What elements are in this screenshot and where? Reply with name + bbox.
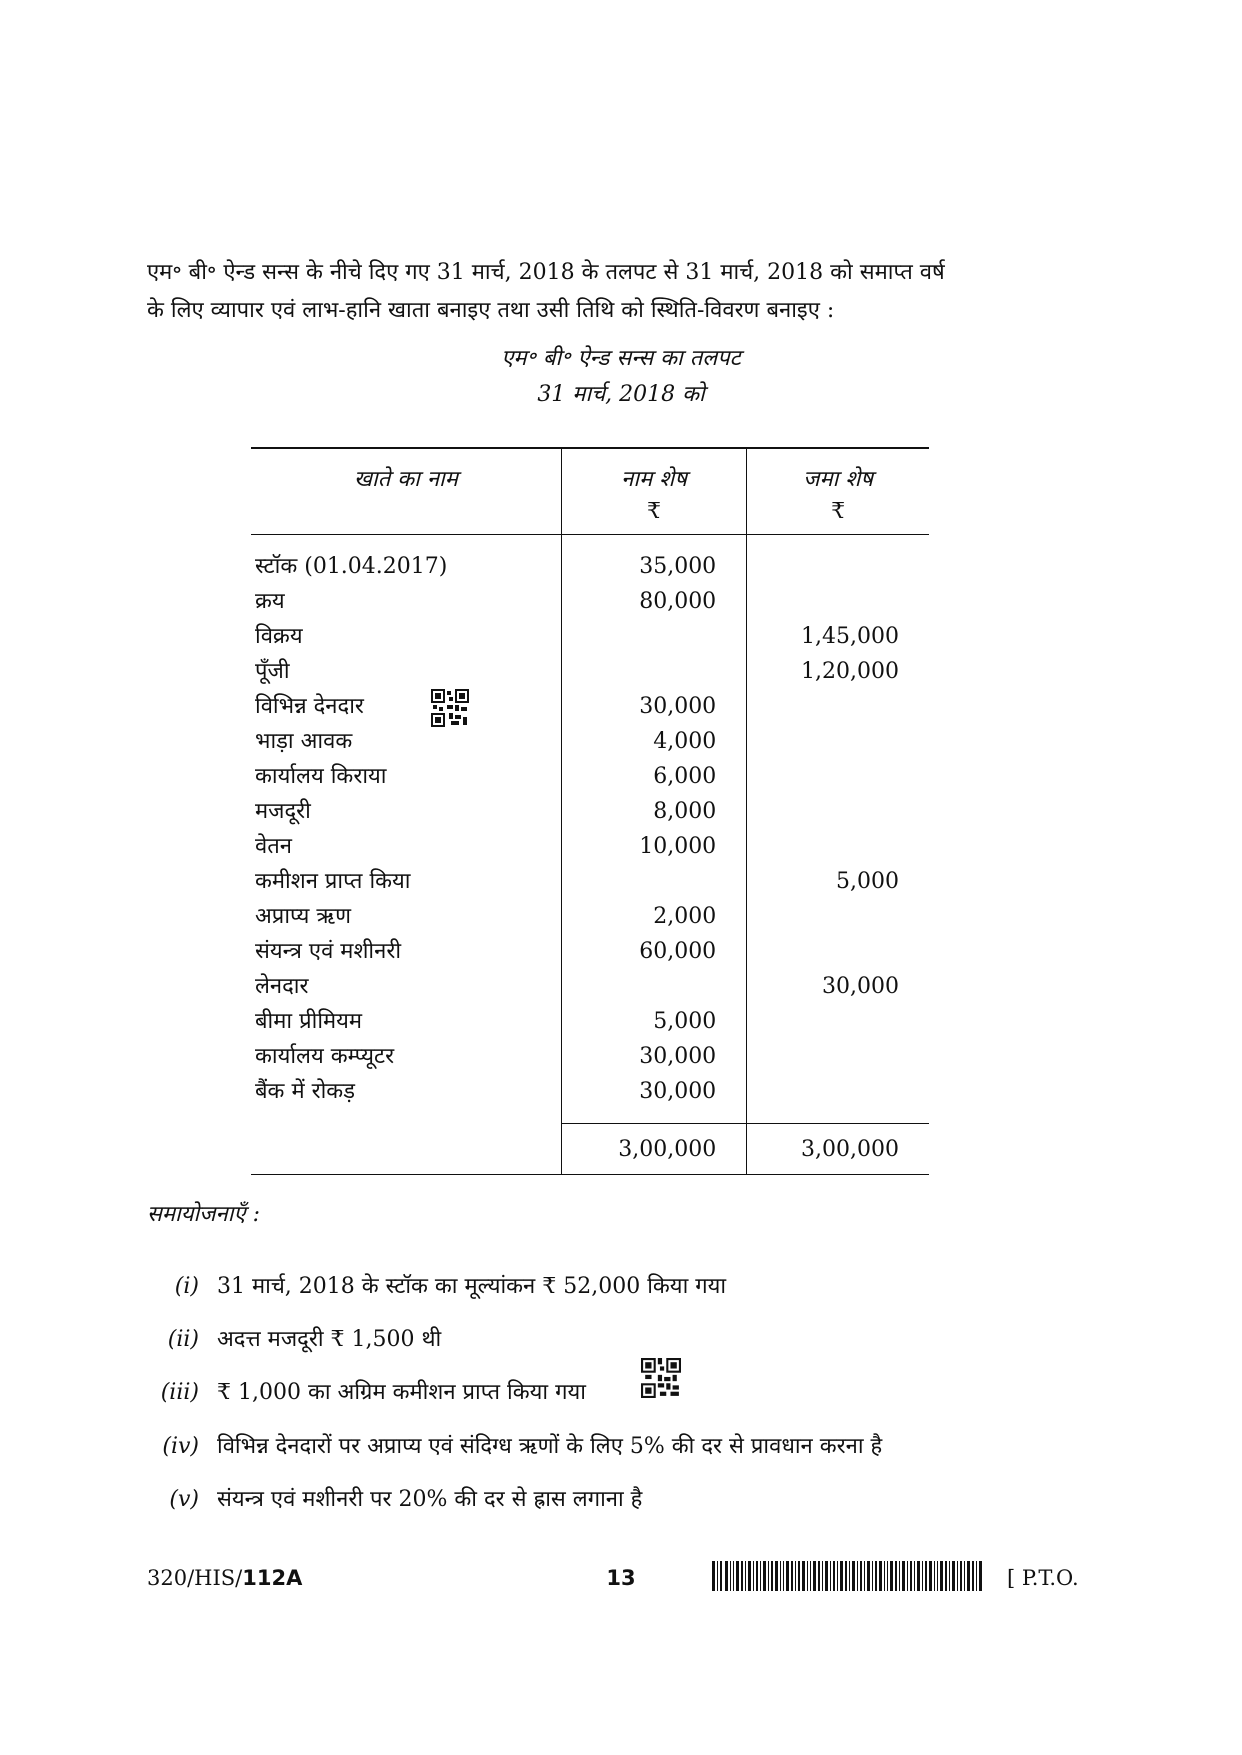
credit-value <box>747 829 929 864</box>
table-row <box>251 1074 929 1124</box>
total-credit: 3,00,000 <box>747 1124 929 1175</box>
rupee-symbol: ₹ <box>831 499 846 524</box>
adjustment-item <box>147 1323 441 1353</box>
account-name: स्टॉक (01.04.2017) <box>255 554 448 579</box>
adjustment-number: (ii) <box>167 1327 199 1352</box>
debit-value: 10,000 <box>561 829 746 864</box>
table-row <box>251 794 929 829</box>
account-name: पूँजी <box>255 659 290 684</box>
adjustment-number: (iii) <box>160 1380 199 1405</box>
question-line-2: के लिए व्यापार एवं लाभ-हानि खाता बनाइए तथा उसी तिथि को स्थिति-विवरण बनाइए : <box>147 298 835 323</box>
credit-value <box>747 899 929 934</box>
total-label-cell <box>251 1124 561 1175</box>
credit-value <box>747 1074 929 1124</box>
adjustment-text: 31 मार्च, 2018 के स्टॉक का मूल्यांकन ₹ 52,000 किया गया <box>217 1274 727 1299</box>
adjustment-text: ₹ 1,000 का अग्रिम कमीशन प्राप्त किया गया <box>217 1380 586 1405</box>
debit-value <box>561 969 746 1004</box>
account-name: कमीशन प्राप्त किया <box>255 869 411 894</box>
adjustment-item <box>147 1430 882 1460</box>
debit-value <box>561 619 746 654</box>
table-row <box>251 969 929 1004</box>
table-row <box>251 535 929 585</box>
qr-code-icon <box>641 1358 681 1398</box>
credit-value: 30,000 <box>822 974 899 999</box>
debit-value: 35,000 <box>561 535 746 585</box>
debit-value: 5,000 <box>561 1004 746 1039</box>
account-name: बीमा प्रीमियम <box>255 1009 363 1034</box>
adjustment-number: (i) <box>174 1274 199 1299</box>
debit-value: 8,000 <box>561 794 746 829</box>
account-name: विक्रय <box>255 624 303 649</box>
credit-value: 5,000 <box>836 869 899 894</box>
credit-value <box>747 535 929 585</box>
adjustment-text: विभिन्न देनदारों पर अप्राप्य एवं संदिग्ध ऋणों के लिए 5% की दर से प्रावधान करना है <box>217 1434 883 1459</box>
table-row <box>251 934 929 969</box>
debit-value: 30,000 <box>561 1039 746 1074</box>
credit-value <box>747 724 929 759</box>
question-line-1: एम॰ बी॰ ऐन्ड सन्स के नीचे दिए गए 31 मार्च, 2018 के तलपट से 31 मार्च, 2018 को समाप्त वर्ष <box>147 260 945 285</box>
table-row <box>251 689 929 724</box>
pto-label: [ P.T.O. <box>1007 1566 1079 1590</box>
adjustment-text: संयन्त्र एवं मशीनरी पर 20% की दर से ह्रास लगाना है <box>217 1487 643 1512</box>
debit-value <box>561 654 746 689</box>
account-name: संयन्त्र एवं मशीनरी <box>255 939 402 964</box>
header-account: खाते का नाम <box>354 467 458 492</box>
debit-value <box>561 864 746 899</box>
table-title-line-1: एम॰ बी॰ ऐन्ड सन्स का तलपट <box>501 346 741 371</box>
table-row <box>251 829 929 864</box>
debit-value: 4,000 <box>561 724 746 759</box>
adjustments-heading: समायोजनाएँ : <box>147 1202 260 1227</box>
credit-value <box>747 934 929 969</box>
table-title-line-2: 31 मार्च, 2018 को <box>537 382 705 407</box>
debit-value: 60,000 <box>561 934 746 969</box>
table-row <box>251 584 929 619</box>
question-text <box>147 254 1087 330</box>
table-row <box>251 1039 929 1074</box>
account-name: अप्राप्य ऋण <box>255 904 352 929</box>
account-name: क्रय <box>255 589 285 614</box>
adjustment-number: (iv) <box>162 1434 199 1459</box>
header-debit: नाम शेष ₹ <box>561 448 746 535</box>
table-row <box>251 724 929 759</box>
rupee-symbol: ₹ <box>647 499 662 524</box>
adjustment-item <box>147 1483 642 1513</box>
table-row <box>251 1004 929 1039</box>
page-number: 13 <box>606 1566 636 1590</box>
adjustment-item <box>147 1376 586 1406</box>
credit-value <box>747 794 929 829</box>
debit-value: 30,000 <box>561 1074 746 1124</box>
credit-value <box>747 759 929 794</box>
table-row <box>251 654 929 689</box>
account-name: कार्यालय किराया <box>255 764 387 789</box>
credit-value <box>747 689 929 724</box>
credit-value <box>747 1039 929 1074</box>
adjustment-number: (v) <box>169 1487 199 1512</box>
table-row <box>251 864 929 899</box>
paper-code: 320/HIS/112A <box>147 1566 303 1590</box>
qr-code-icon <box>431 689 469 727</box>
barcode-icon <box>712 1561 984 1591</box>
table-row <box>251 899 929 934</box>
debit-value: 30,000 <box>561 689 746 724</box>
credit-value <box>747 584 929 619</box>
adjustment-text: अदत्त मजदूरी ₹ 1,500 थी <box>217 1327 442 1352</box>
debit-value: 2,000 <box>561 899 746 934</box>
table-total-row <box>251 1124 929 1175</box>
debit-value: 80,000 <box>561 584 746 619</box>
account-name: विभिन्न देनदार <box>251 689 561 724</box>
account-name: बैंक में रोकड़ <box>255 1079 355 1105</box>
account-name: वेतन <box>255 834 292 859</box>
credit-value <box>747 1004 929 1039</box>
table-row <box>251 619 929 654</box>
credit-value: 1,20,000 <box>801 659 899 684</box>
trial-balance-table <box>251 447 929 1175</box>
credit-value: 1,45,000 <box>801 624 899 649</box>
debit-value: 6,000 <box>561 759 746 794</box>
adjustment-item <box>147 1270 726 1300</box>
account-name: भाड़ा आवक <box>255 729 353 754</box>
account-name: कार्यालय कम्प्यूटर <box>255 1044 395 1069</box>
total-debit: 3,00,000 <box>561 1124 746 1175</box>
account-name: मजदूरी <box>255 799 311 824</box>
header-credit: जमा शेष ₹ <box>747 448 929 535</box>
table-header-row <box>251 448 929 535</box>
table-row <box>251 759 929 794</box>
account-name: लेनदार <box>255 974 309 999</box>
